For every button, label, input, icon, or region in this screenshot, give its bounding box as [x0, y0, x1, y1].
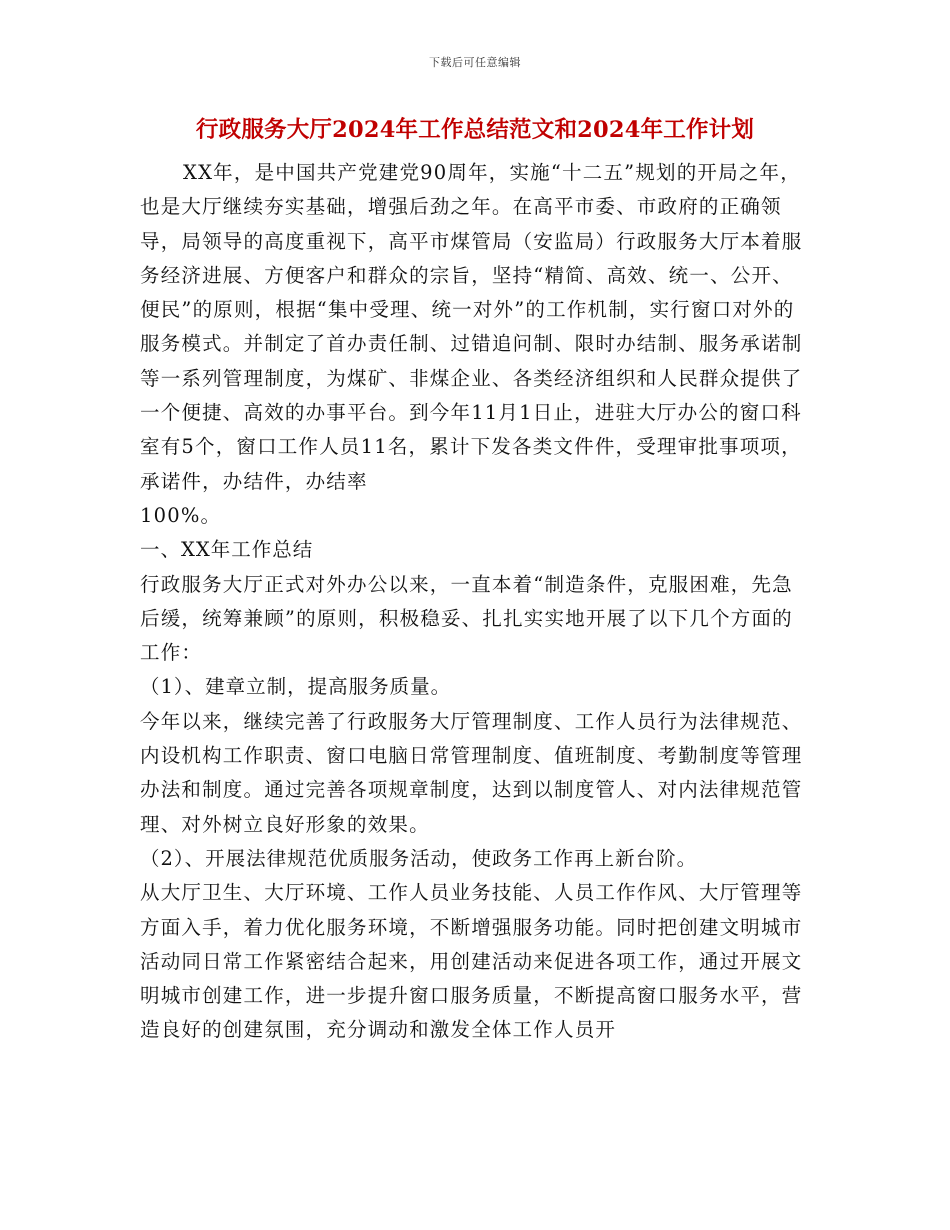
item-paragraph-1: 今年以来，继续完善了行政服务大厅管理制度、工作人员行为法律规范、内设机构工作职责、窗口电脑日常管理制度、值班制度、考勤制度等管理办法和制度。通过完善各项规章制度，达到以制度管人、对内法律规范管理、对外树立良好形象的效果。: [140, 709, 803, 836]
document-title: 行政服务大厅2024年工作总结范文和2024年工作计划: [195, 117, 755, 143]
header-note: 下载后可任意编辑: [429, 56, 521, 69]
section-paragraph: 行政服务大厅正式对外办公以来，一直本着“制造条件，克服困难，先急后缓，统筹兼顾”的原则，积极稳妥、扎扎实实地开展了以下几个方面的工作：: [140, 572, 793, 665]
document-body: [140, 156, 810, 1048]
item-paragraph-2: 从大厅卫生、大厅环境、工作人员业务技能、人员工作作风、大厅管理等方面入手，着力优化服务环境，不断增强服务功能。同时把创建文明城市活动同日常工作紧密结合起来，用创建活动来促进各项工作，通过开展文明城市创建工作，进一步提升窗口服务质量，不断提高窗口服务水平，营造良好的创建氛围，充分调动和激发全体工作人员开: [140, 881, 803, 1042]
intro-paragraph: XX年，是中国共产党建党90周年，实施“十二五”规划的开局之年，也是大厅继续夯实基础，增强后劲之年。在高平市委、市政府的正确领导，局领导的高度重视下，高平市煤管局（安监局）行政服务大厅本着服务经济进展、方便客户和群众的宗旨，坚持“精简、高效、统一、公开、便民”的原则，根据“集中受理、统一对外”的工作机制，实行窗口对外的服务模式。并制定了首办责任制、过错追问制、限时办结制、服务承诺制等一系列管理制度，为煤矿、非煤企业、各类经济组织和人民群众提供了一个便捷、高效的办事平台。到今年11月1日止，进驻大厅办公的窗口科室有5个，窗口工作人员11名，累计下发各类文件件，受理审批事项项，承诺件，办结件，办结率: [140, 161, 803, 493]
intro-paragraph-end: 100%。: [140, 503, 222, 527]
item-heading-2: （2）、开展法律规范优质服务活动，使政务工作再上新台阶。: [140, 846, 698, 870]
item-heading-1: （1）、建章立制，提高服务质量。: [140, 675, 452, 699]
section-heading-summary: 一、XX年工作总结: [140, 538, 314, 562]
